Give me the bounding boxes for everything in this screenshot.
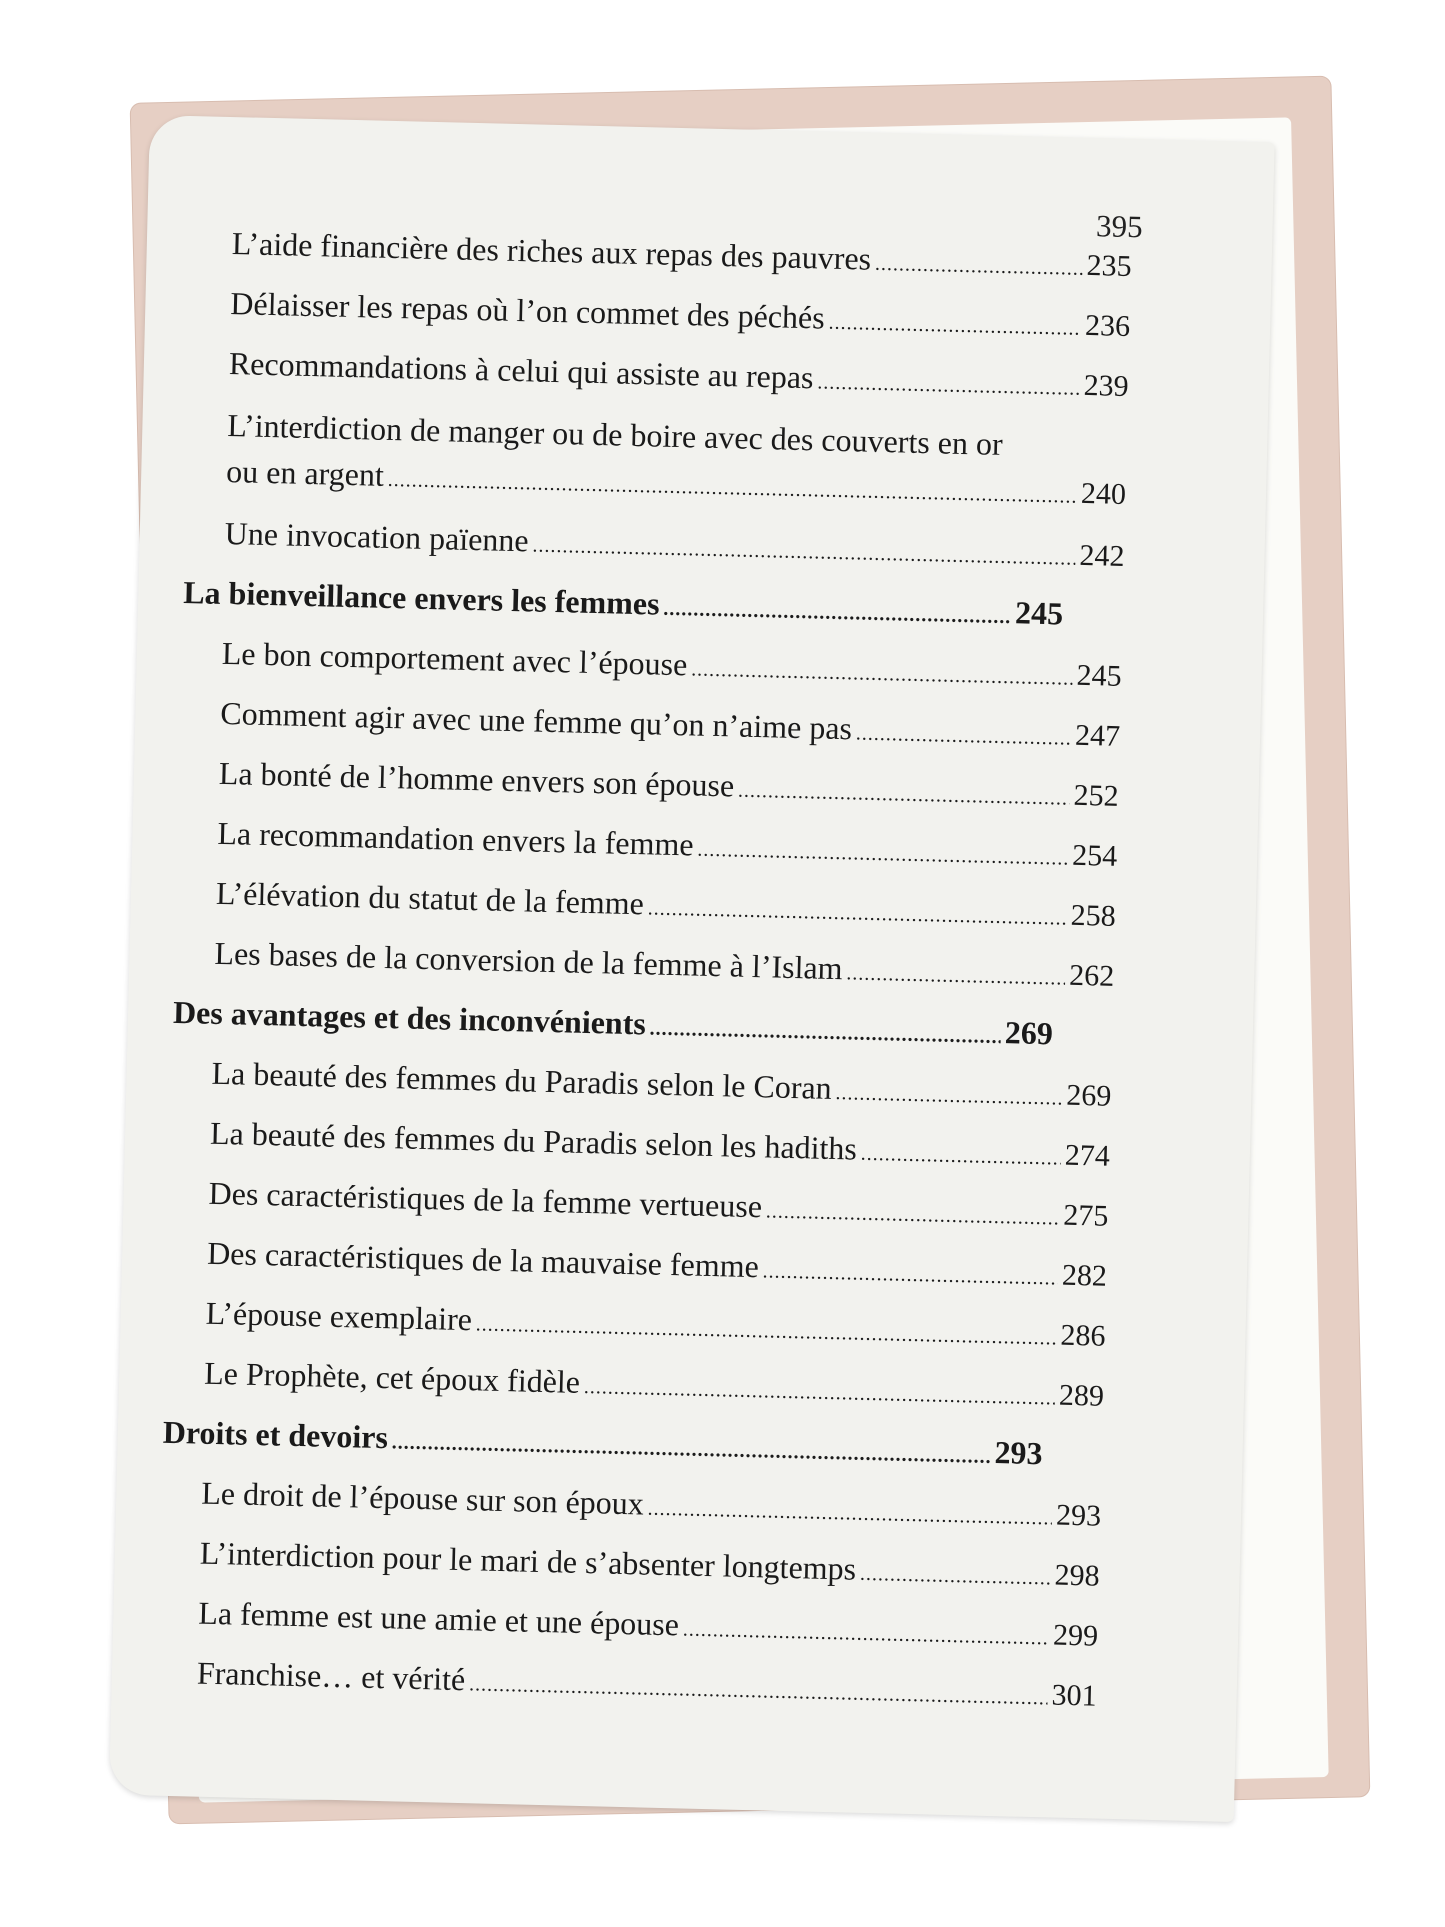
toc-entry-page: 236 <box>1084 308 1131 344</box>
toc-entry-page: 240 <box>1080 476 1127 511</box>
toc-entry-label-line2: ou en argent <box>225 452 385 493</box>
dot-leader <box>691 659 1073 688</box>
table-of-contents <box>156 226 1132 1739</box>
toc-section-label: Des avantages et des inconvénients <box>172 993 647 1042</box>
toc-entry-page: 252 <box>1073 778 1120 813</box>
dot-leader <box>663 599 1011 627</box>
toc-entry-page: 274 <box>1064 1138 1111 1173</box>
dot-leader <box>392 1432 991 1467</box>
toc-section-label: Droits et devoirs <box>162 1413 389 1456</box>
toc-entry-page: 258 <box>1070 898 1117 933</box>
toc-entry-label: La bonté de l’homme envers son épouse <box>218 754 735 804</box>
toc-entry-label: Le droit de l’épouse sur son époux <box>200 1474 645 1522</box>
toc-section-page: 293 <box>994 1434 1044 1472</box>
dot-leader <box>835 1083 1062 1109</box>
toc-section-label: La bienveillance envers les femmes <box>182 573 660 622</box>
toc-entry-label: Délaisser les repas où l’on commet des péchés <box>229 285 826 336</box>
toc-entry-page: 235 <box>1086 248 1132 284</box>
toc-entry-page: 239 <box>1083 368 1130 403</box>
dot-leader <box>647 1499 1052 1529</box>
toc-entry-page: 245 <box>1076 658 1122 693</box>
toc-entry-label: Le bon comportement avec l’épouse <box>221 634 688 683</box>
dot-leader <box>683 1619 1050 1648</box>
toc-entry-page: 247 <box>1074 718 1121 753</box>
dot-leader <box>648 898 1067 928</box>
toc-entry-label: Comment agir avec une femme qu’on n’aime pas <box>219 694 853 747</box>
toc-entry-page: 293 <box>1055 1498 1102 1533</box>
dot-leader <box>860 1564 1051 1589</box>
dot-leader <box>846 963 1065 988</box>
toc-entry-label: La recommandation envers la femme <box>217 814 695 863</box>
toc-entry-label: L’interdiction pour le mari de s’absenter longtemps <box>199 1534 857 1587</box>
toc-entry-label: L’épouse exemplaire <box>205 1294 473 1338</box>
toc-entry-label: Le Prophète, cet époux fidèle <box>203 1354 581 1400</box>
toc-entry-label: Des caractéristiques de la femme vertueuse <box>208 1174 763 1225</box>
toc-section-page: 269 <box>1004 1014 1054 1052</box>
toc-entry-label-line1: L’interdiction de manger ou de boire avec des couverts en or <box>227 406 1004 462</box>
toc-section-page: 245 <box>1014 594 1064 632</box>
toc-entry-label: Franchise… et vérité <box>196 1654 466 1698</box>
toc-entry-label: La femme est une amie et une épouse <box>197 1594 680 1643</box>
toc-entry-label: Une invocation païenne <box>224 514 530 559</box>
dot-leader <box>856 723 1072 748</box>
toc-entry-label: Des caractéristiques de la mauvaise femme <box>206 1234 760 1285</box>
dot-leader <box>738 781 1070 809</box>
toc-entry-page: 299 <box>1052 1618 1099 1653</box>
dot-leader <box>828 313 1081 339</box>
dot-leader <box>584 1377 1056 1409</box>
toc-entry-page: 242 <box>1079 538 1125 573</box>
toc-entry-label: Recommandations à celui qui assiste au repas <box>228 345 814 396</box>
dot-leader <box>817 372 1080 398</box>
dot-leader <box>469 1674 1048 1708</box>
dot-leader <box>387 470 1077 507</box>
dot-leader <box>762 1261 1058 1288</box>
toc-entry-label: L’aide financière des riches aux repas des pauvres <box>231 225 872 277</box>
toc-entry-label: La beauté des femmes du Paradis selon le Coran <box>211 1054 833 1106</box>
toc-entry-page: 282 <box>1061 1258 1108 1293</box>
dot-leader <box>532 535 1075 568</box>
book-page <box>109 115 1275 1822</box>
toc-entry-page: 301 <box>1051 1678 1098 1713</box>
dot-leader <box>875 254 1083 279</box>
toc-entry-label: La beauté des femmes du Paradis selon les hadiths <box>209 1114 858 1167</box>
dot-leader <box>697 840 1068 869</box>
toc-entry-page: 286 <box>1060 1318 1106 1353</box>
toc-entry-page: 254 <box>1071 838 1118 873</box>
toc-entry-page: 269 <box>1065 1078 1112 1113</box>
page-number: 395 <box>1095 208 1143 245</box>
dot-leader <box>476 1314 1057 1348</box>
dot-leader <box>766 1201 1060 1228</box>
dot-leader <box>861 1144 1061 1169</box>
toc-entry-page: 289 <box>1058 1378 1105 1413</box>
toc-entry-page: 275 <box>1062 1198 1109 1233</box>
toc-entry-label: L’élévation du statut de la femme <box>215 874 645 922</box>
toc-entry-page: 262 <box>1068 958 1115 993</box>
toc-entry-page: 298 <box>1054 1558 1100 1593</box>
dot-leader <box>649 1018 1001 1047</box>
toc-entry-label: Les bases de la conversion de la femme à l’Islam <box>214 934 844 987</box>
